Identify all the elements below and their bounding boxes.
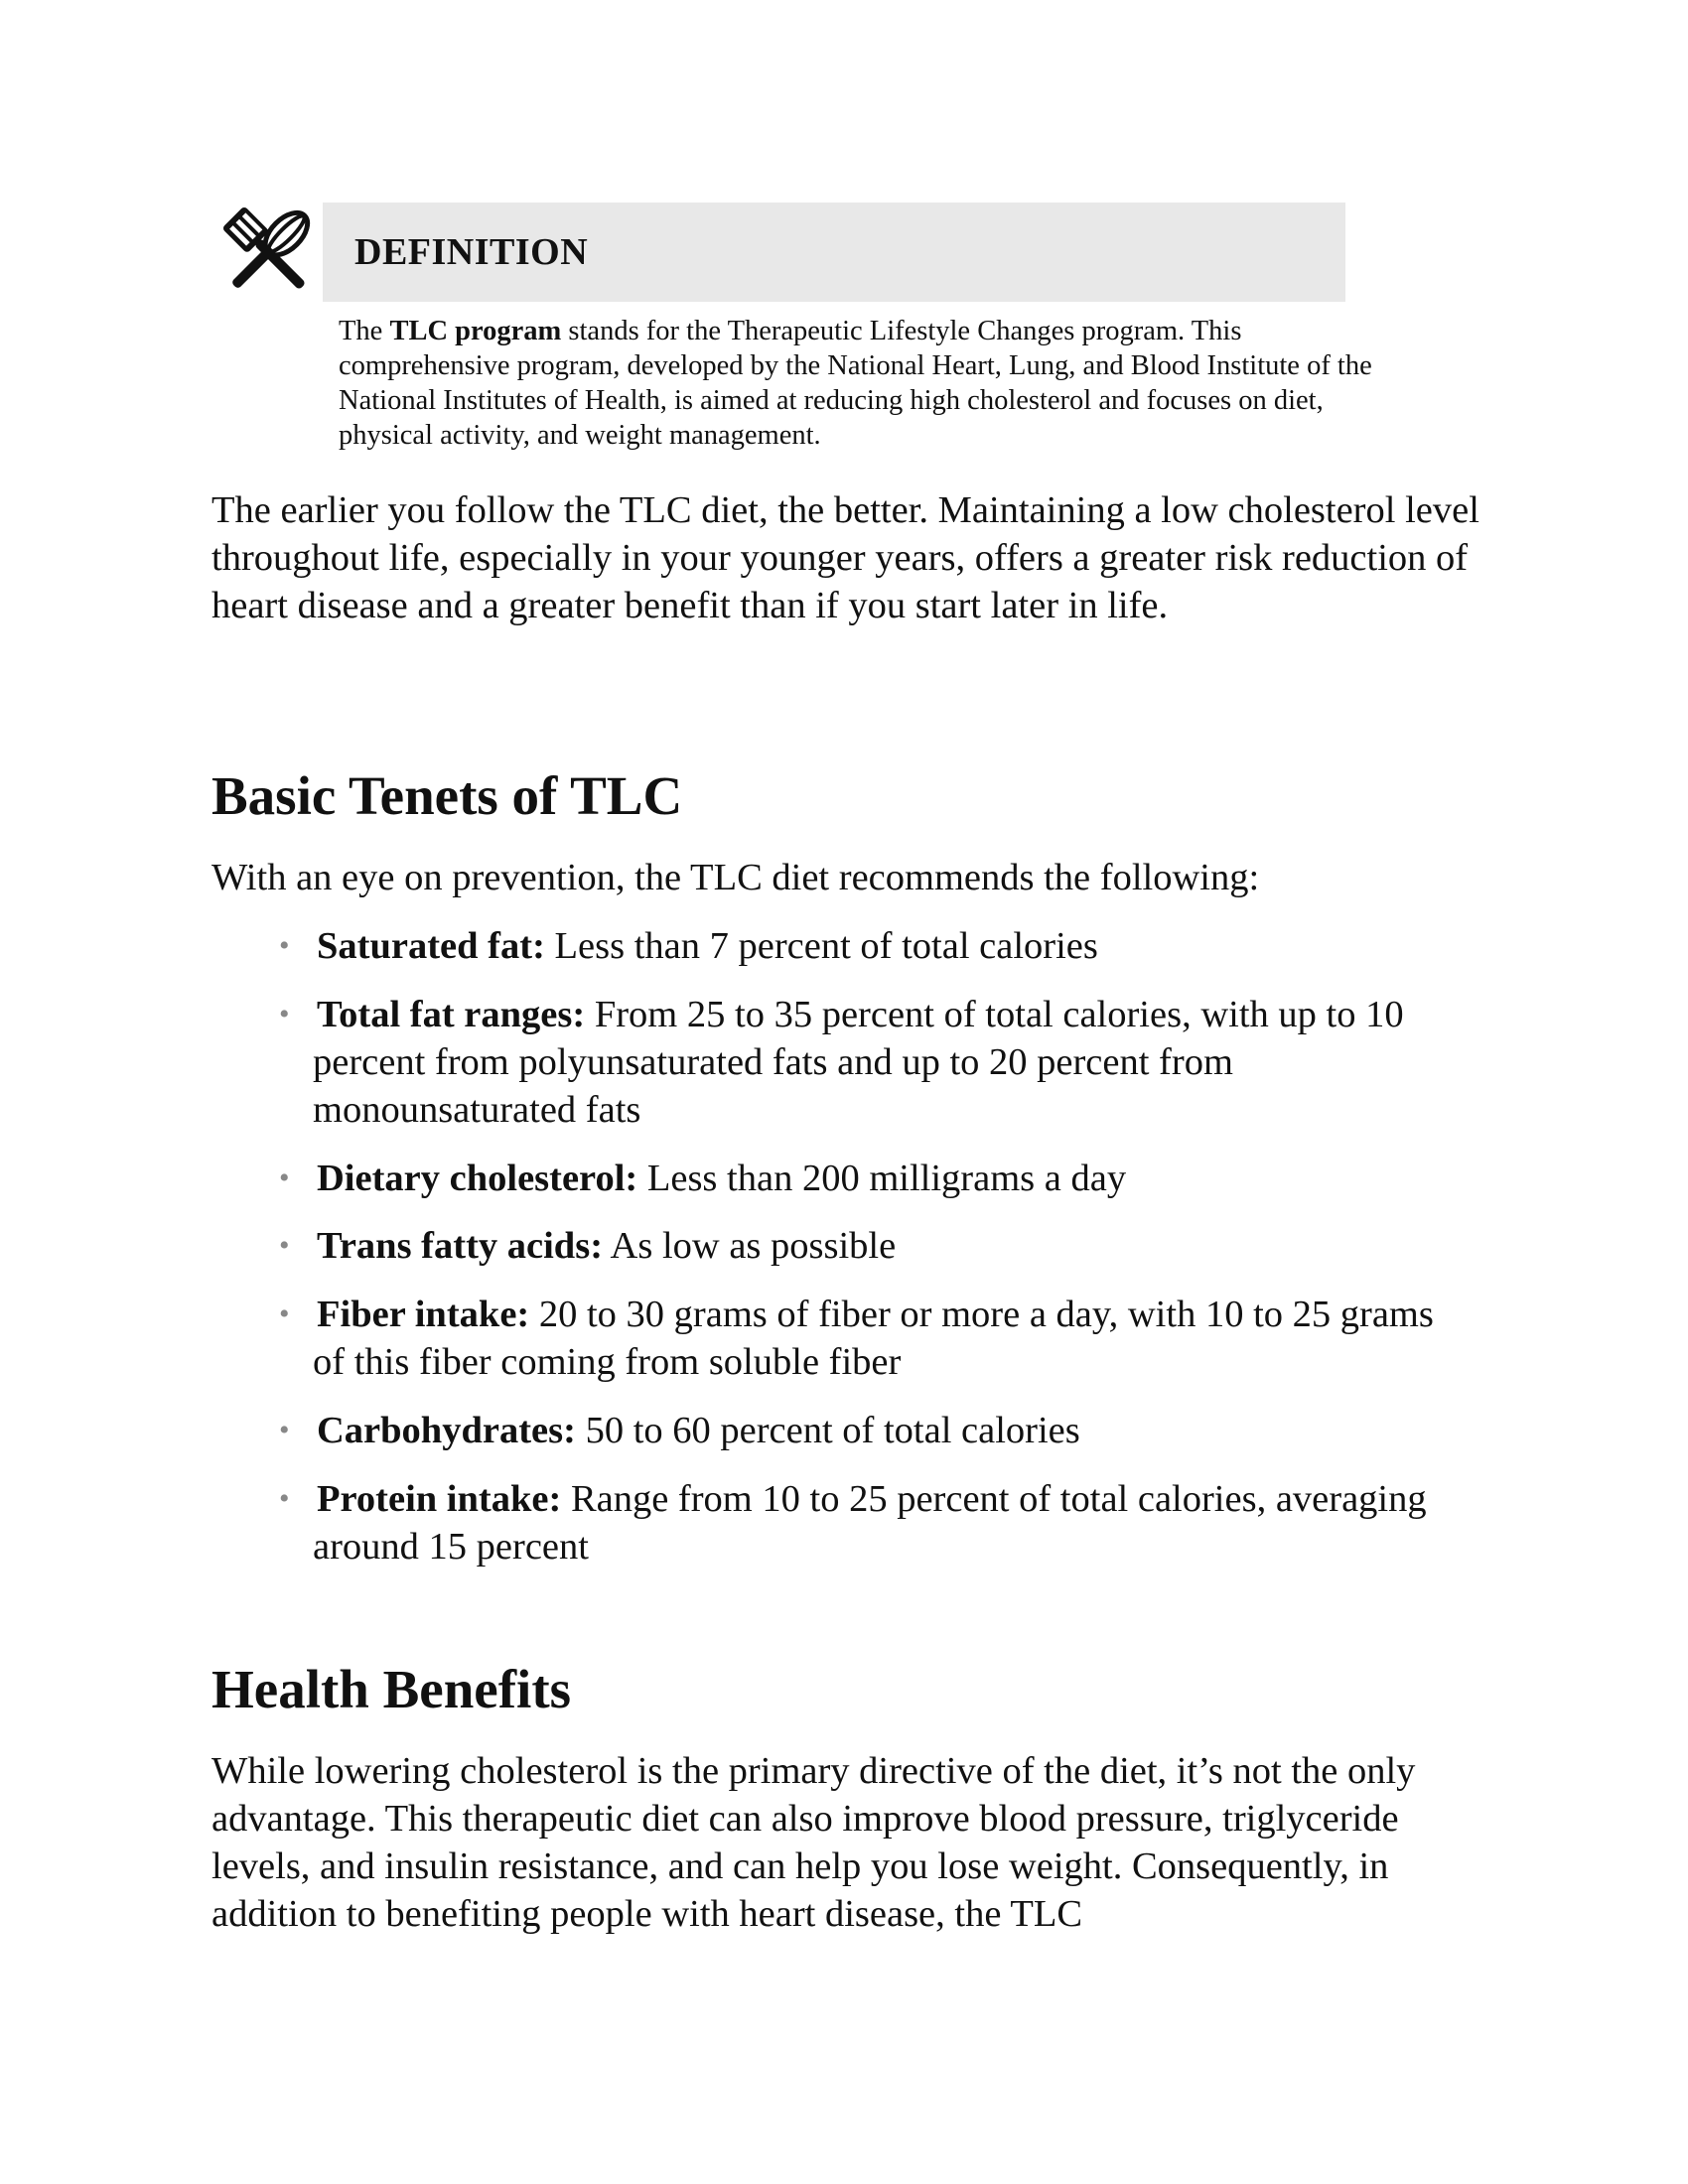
tenet-text: 50 to 60 percent of total calories <box>575 1410 1080 1451</box>
tenet-text: Range from 10 to 25 percent of total calories, averaging around 15 percent <box>313 1478 1427 1568</box>
tenet-text: From 25 to 35 percent of total calories, with up to 10 percent from polyunsaturated fats and up to 20 percent from monounsaturated fats <box>313 994 1404 1131</box>
health-benefits-paragraph: While lowering cholesterol is the primary directive of the diet, it’s not the only advantage. This therapeutic diet can also improve blood pressure, triglyceride levels, and insulin resistance, and can help you lose weight. Consequently, in addition to benefiting people with heart disease, the TLC <box>211 1750 1416 1935</box>
intro-paragraph: The earlier you follow the TLC diet, the better. Maintaining a low cholesterol level throughout life, especially in your younger years, offers a greater risk reduction of heart disease and a greater benefit than if you start later in life. <box>211 489 1479 626</box>
tenet-label: Fiber intake: <box>317 1294 530 1335</box>
list-item <box>279 1291 1465 1386</box>
tenet-label: Dietary cholesterol: <box>317 1158 638 1199</box>
list-item <box>279 1155 1465 1202</box>
definition-text-after: stands for the Therapeutic Lifestyle Changes program. This comprehensive program, developed by the National Heart, Lung, and Blood Institute of the National Institutes of Health, is aimed at reducing high cholesterol and focuses on diet, physical activity, and weight management. <box>339 316 1372 451</box>
tenet-label: Saturated fat: <box>317 925 545 967</box>
list-item <box>279 1222 1465 1270</box>
tenet-text: Less than 200 milligrams a day <box>637 1158 1127 1199</box>
tenet-text: 20 to 30 grams of fiber or more a day, with 10 to 25 grams of this fiber coming from soluble fiber <box>313 1294 1434 1383</box>
bullet: • <box>279 1482 290 1515</box>
tenet-text: As low as possible <box>603 1225 897 1267</box>
tenets-lead: With an eye on prevention, the TLC diet recommends the following: <box>211 857 1260 898</box>
section-heading-basic-tenets: Basic Tenets of TLC <box>211 765 683 826</box>
section-heading-health-benefits: Health Benefits <box>211 1659 572 1719</box>
definition-title: DEFINITION <box>354 231 589 273</box>
tenet-label: Carbohydrates: <box>317 1410 576 1451</box>
bullet: • <box>279 1297 290 1330</box>
tenet-label: Total fat ranges: <box>317 994 586 1035</box>
list-item <box>279 1475 1465 1570</box>
definition-text <box>339 314 1381 453</box>
definition-text-before: The <box>339 316 390 346</box>
bullet: • <box>279 929 290 962</box>
list-item <box>279 1407 1465 1454</box>
bullet: • <box>279 998 290 1030</box>
definition-header-box <box>323 203 1345 302</box>
bullet: • <box>279 1161 290 1194</box>
tenet-label: Trans fatty acids: <box>317 1225 604 1267</box>
tenet-text: Less than 7 percent of total calories <box>544 925 1098 967</box>
bullet: • <box>279 1229 290 1262</box>
list-item <box>279 991 1465 1134</box>
definition-term: TLC program <box>389 316 562 346</box>
bullet: • <box>279 1414 290 1446</box>
spatula-whisk-icon <box>216 201 320 304</box>
list-item <box>279 922 1465 970</box>
tenet-label: Protein intake: <box>317 1478 562 1520</box>
